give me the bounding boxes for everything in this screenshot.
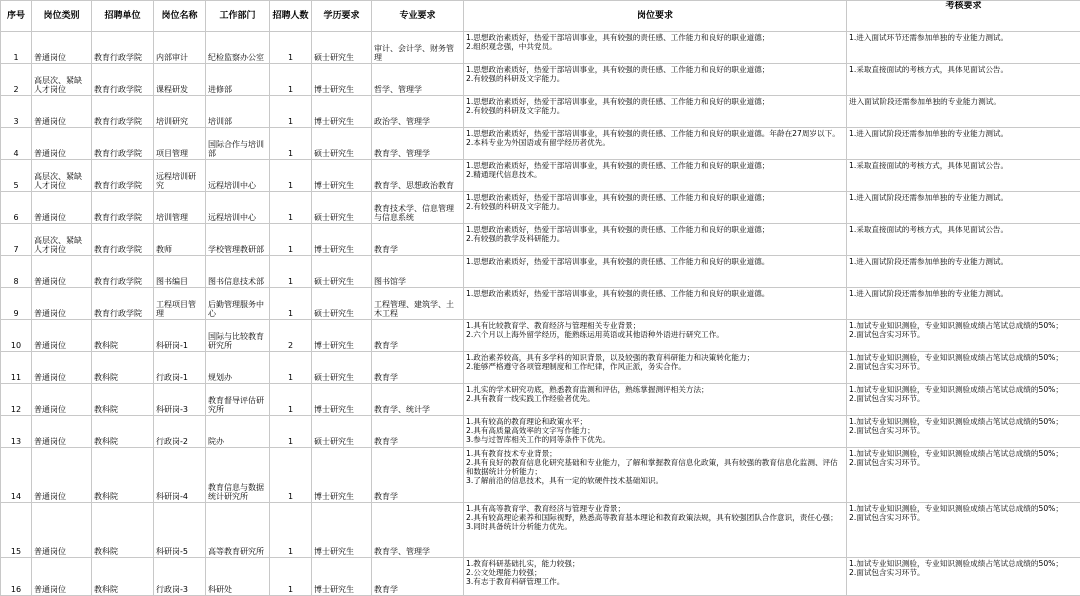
cell-edu: 博士研究生 bbox=[312, 224, 372, 256]
cell-req: 1.具有比较教育学、教育经济与管理相关专业背景； 2.六个月以上海外留学经历，能熟练运用英语或其他语种外语进行研究工作。 bbox=[464, 320, 847, 352]
cell-no: 16 bbox=[1, 558, 32, 596]
cell-unit: 教科院 bbox=[92, 320, 154, 352]
cell-unit: 教科院 bbox=[92, 448, 154, 503]
cell-dept: 国际与比较教育研究所 bbox=[206, 320, 270, 352]
cell-exam: 1.进入面试阶段还需参加单独的专业能力测试。 bbox=[847, 128, 1080, 160]
cell-num: 1 bbox=[270, 503, 312, 558]
table-row bbox=[1, 256, 1080, 288]
cell-major: 教育学、管理学 bbox=[372, 503, 464, 558]
cell-dept: 后勤管理服务中心 bbox=[206, 288, 270, 320]
cell-edu: 博士研究生 bbox=[312, 384, 372, 416]
cell-exam: 1.加试专业知识测验，专业知识测验成绩占笔试总成绩的50%； 2.面试包含实习环节。 bbox=[847, 416, 1080, 448]
cell-unit: 教育行政学院 bbox=[92, 288, 154, 320]
cell-dept: 规划办 bbox=[206, 352, 270, 384]
cell-cat: 普通岗位 bbox=[32, 32, 92, 64]
cell-unit: 教育行政学院 bbox=[92, 224, 154, 256]
header-cell: 考核要求 bbox=[847, 1, 1080, 32]
cell-dept: 院办 bbox=[206, 416, 270, 448]
cell-pos: 培训管理 bbox=[154, 192, 206, 224]
cell-pos: 行政岗-3 bbox=[154, 558, 206, 596]
cell-unit: 教育行政学院 bbox=[92, 64, 154, 96]
cell-cat: 高层次、紧缺人才岗位 bbox=[32, 160, 92, 192]
cell-exam: 1.加试专业知识测验，专业知识测验成绩占笔试总成绩的50%； 2.面试包含实习环节。 bbox=[847, 384, 1080, 416]
cell-no: 6 bbox=[1, 192, 32, 224]
cell-major: 政治学、管理学 bbox=[372, 96, 464, 128]
table-row bbox=[1, 384, 1080, 416]
table-row bbox=[1, 32, 1080, 64]
cell-req: 1.政治素养较高，具有多学科的知识背景，以及较强的教育科研能力和决策转化能力； 2.能够严格遵守各项管理制度和工作纪律，作风正派，务实合作。 bbox=[464, 352, 847, 384]
table-row bbox=[1, 224, 1080, 256]
cell-exam: 1.进入面试环节还需参加单独的专业能力测试。 bbox=[847, 32, 1080, 64]
cell-exam: 1.进入面试阶段还需参加单独的专业能力测试。 bbox=[847, 256, 1080, 288]
cell-major: 教育学 bbox=[372, 448, 464, 503]
cell-exam: 1.进入面试阶段还需参加单独的专业能力测试。 bbox=[847, 288, 1080, 320]
cell-num: 1 bbox=[270, 448, 312, 503]
cell-major: 审计、会计学、财务管理 bbox=[372, 32, 464, 64]
cell-edu: 硕士研究生 bbox=[312, 128, 372, 160]
cell-edu: 硕士研究生 bbox=[312, 256, 372, 288]
cell-req: 1.思想政治素质好，热爱干部培训事业，具有较强的责任感、工作能力和良好的职业道德。 bbox=[464, 256, 847, 288]
cell-major: 教育学 bbox=[372, 558, 464, 596]
cell-dept: 纪检监察办公室 bbox=[206, 32, 270, 64]
cell-req: 1.具有较高的教育理论和政策水平； 2.具有高质量高效率的文字写作能力； 3.参与过智库相关工作的同等条件下优先。 bbox=[464, 416, 847, 448]
cell-cat: 普通岗位 bbox=[32, 416, 92, 448]
cell-major: 教育学 bbox=[372, 224, 464, 256]
cell-cat: 高层次、紧缺人才岗位 bbox=[32, 64, 92, 96]
header-cell: 岗位要求 bbox=[464, 1, 847, 32]
cell-cat: 普通岗位 bbox=[32, 96, 92, 128]
cell-no: 4 bbox=[1, 128, 32, 160]
cell-cat: 高层次、紧缺人才岗位 bbox=[32, 224, 92, 256]
header-cell: 专业要求 bbox=[372, 1, 464, 32]
cell-exam: 1.加试专业知识测验，专业知识测验成绩占笔试总成绩的50%； 2.面试包含实习环节。 bbox=[847, 352, 1080, 384]
cell-unit: 教科院 bbox=[92, 416, 154, 448]
cell-cat: 普通岗位 bbox=[32, 256, 92, 288]
cell-edu: 博士研究生 bbox=[312, 503, 372, 558]
cell-edu: 博士研究生 bbox=[312, 448, 372, 503]
cell-num: 1 bbox=[270, 128, 312, 160]
cell-major: 教育学、思想政治教育 bbox=[372, 160, 464, 192]
cell-no: 2 bbox=[1, 64, 32, 96]
cell-dept: 进修部 bbox=[206, 64, 270, 96]
cell-no: 12 bbox=[1, 384, 32, 416]
cell-req: 1.具有教育技术专业背景； 2.具有良好的教育信息化研究基础和专业能力，了解和掌握教育信息化政策，具有较强的教育信息化监测、评估和数据统计分析能力； 3.了解前沿的信息技术，具有一定的软硬件技术基础知识。 bbox=[464, 448, 847, 503]
cell-num: 1 bbox=[270, 64, 312, 96]
cell-no: 1 bbox=[1, 32, 32, 64]
cell-pos: 行政岗-1 bbox=[154, 352, 206, 384]
cell-exam: 1.采取直接面试的考核方式，具体见面试公告。 bbox=[847, 160, 1080, 192]
cell-num: 1 bbox=[270, 96, 312, 128]
table-row bbox=[1, 288, 1080, 320]
cell-pos: 科研岗-4 bbox=[154, 448, 206, 503]
cell-edu: 硕士研究生 bbox=[312, 352, 372, 384]
cell-dept: 教育信息与数据统计研究所 bbox=[206, 448, 270, 503]
cell-cat: 普通岗位 bbox=[32, 352, 92, 384]
cell-exam: 1.采取直接面试的考核方式，具体见面试公告。 bbox=[847, 64, 1080, 96]
cell-req: 1.思想政治素质好，热爱干部培训事业，具有较强的责任感、工作能力和良好的职业道德。年龄在27周岁以下。 2.本科专业为外国语或有留学经历者优先。 bbox=[464, 128, 847, 160]
cell-req: 1.具有高等教育学、教育经济与管理专业背景； 2.具有较高理论素养和国际视野，熟悉高等教育基本理论和教育政策法规，具有较强团队合作意识，责任心强； 3.同时具备统计分析能力优先。 bbox=[464, 503, 847, 558]
cell-num: 1 bbox=[270, 224, 312, 256]
cell-req: 1.思想政治素质好，热爱干部培训事业，具有较强的责任感、工作能力和良好的职业道德； 2.有较强的科研及文字能力。 bbox=[464, 96, 847, 128]
cell-no: 10 bbox=[1, 320, 32, 352]
cell-major: 教育学、管理学 bbox=[372, 128, 464, 160]
cell-edu: 博士研究生 bbox=[312, 96, 372, 128]
cell-req: 1.思想政治素质好，热爱干部培训事业，具有较强的责任感、工作能力和良好的职业道德； 2.有较强的教学及科研能力。 bbox=[464, 224, 847, 256]
cell-no: 13 bbox=[1, 416, 32, 448]
cell-no: 14 bbox=[1, 448, 32, 503]
cell-pos: 图书编目 bbox=[154, 256, 206, 288]
cell-req: 1.思想政治素质好，热爱干部培训事业，具有较强的责任感、工作能力和良好的职业道德； 2.组织观念强，中共党员。 bbox=[464, 32, 847, 64]
cell-major: 教育学 bbox=[372, 416, 464, 448]
cell-num: 1 bbox=[270, 288, 312, 320]
cell-no: 3 bbox=[1, 96, 32, 128]
cell-req: 1.扎实的学术研究功底，熟悉教育监测和评估，熟练掌握测评相关方法； 2.具有教育一线实践工作经验者优先。 bbox=[464, 384, 847, 416]
cell-dept: 远程培训中心 bbox=[206, 160, 270, 192]
cell-dept: 科研处 bbox=[206, 558, 270, 596]
cell-no: 8 bbox=[1, 256, 32, 288]
cell-exam: 1.加试专业知识测验，专业知识测验成绩占笔试总成绩的50%； 2.面试包含实习环节。 bbox=[847, 320, 1080, 352]
table-row bbox=[1, 320, 1080, 352]
cell-unit: 教科院 bbox=[92, 503, 154, 558]
cell-major: 哲学、管理学 bbox=[372, 64, 464, 96]
cell-num: 1 bbox=[270, 192, 312, 224]
table-row bbox=[1, 192, 1080, 224]
cell-no: 7 bbox=[1, 224, 32, 256]
cell-major: 工程管理、建筑学、土木工程 bbox=[372, 288, 464, 320]
cell-num: 1 bbox=[270, 384, 312, 416]
cell-num: 1 bbox=[270, 352, 312, 384]
cell-pos: 内部审计 bbox=[154, 32, 206, 64]
cell-cat: 普通岗位 bbox=[32, 128, 92, 160]
cell-req: 1.思想政治素质好，热爱干部培训事业，具有较强的责任感、工作能力和良好的职业道德； 2.有较强的科研及文字能力。 bbox=[464, 192, 847, 224]
table-row bbox=[1, 128, 1080, 160]
cell-exam: 1.进入面试阶段还需参加单独的专业能力测试。 bbox=[847, 192, 1080, 224]
cell-dept: 远程培训中心 bbox=[206, 192, 270, 224]
cell-exam: 1.采取直接面试的考核方式，具体见面试公告。 bbox=[847, 224, 1080, 256]
cell-pos: 项目管理 bbox=[154, 128, 206, 160]
table-row bbox=[1, 558, 1080, 596]
cell-dept: 培训部 bbox=[206, 96, 270, 128]
cell-edu: 博士研究生 bbox=[312, 320, 372, 352]
cell-dept: 图书信息技术部 bbox=[206, 256, 270, 288]
cell-edu: 硕士研究生 bbox=[312, 192, 372, 224]
cell-dept: 高等教育研究所 bbox=[206, 503, 270, 558]
cell-num: 1 bbox=[270, 32, 312, 64]
cell-exam: 1.加试专业知识测验，专业知识测验成绩占笔试总成绩的50%； 2.面试包含实习环节。 bbox=[847, 503, 1080, 558]
cell-exam: 1.加试专业知识测验，专业知识测验成绩占笔试总成绩的50%； 2.面试包含实习环节。 bbox=[847, 558, 1080, 596]
cell-unit: 教科院 bbox=[92, 352, 154, 384]
cell-cat: 普通岗位 bbox=[32, 558, 92, 596]
cell-dept: 学校管理教研部 bbox=[206, 224, 270, 256]
cell-major: 教育学 bbox=[372, 320, 464, 352]
table-row bbox=[1, 416, 1080, 448]
cell-cat: 普通岗位 bbox=[32, 192, 92, 224]
header-cell: 学历要求 bbox=[312, 1, 372, 32]
cell-edu: 硕士研究生 bbox=[312, 416, 372, 448]
cell-pos: 科研岗-3 bbox=[154, 384, 206, 416]
cell-req: 1.思想政治素质好，热爱干部培训事业，具有较强的责任感、工作能力和良好的职业道德。 bbox=[464, 288, 847, 320]
table-row bbox=[1, 352, 1080, 384]
cell-pos: 科研岗-1 bbox=[154, 320, 206, 352]
cell-unit: 教育行政学院 bbox=[92, 256, 154, 288]
cell-edu: 博士研究生 bbox=[312, 558, 372, 596]
cell-exam: 进入面试阶段还需参加单独的专业能力测试。 bbox=[847, 96, 1080, 128]
header-cell: 招聘人数 bbox=[270, 1, 312, 32]
cell-pos: 课程研发 bbox=[154, 64, 206, 96]
header-cell: 岗位类别 bbox=[32, 1, 92, 32]
cell-pos: 培训研究 bbox=[154, 96, 206, 128]
cell-num: 1 bbox=[270, 160, 312, 192]
cell-unit: 教育行政学院 bbox=[92, 192, 154, 224]
cell-num: 2 bbox=[270, 320, 312, 352]
cell-no: 15 bbox=[1, 503, 32, 558]
cell-major: 教育技术学、信息管理与信息系统 bbox=[372, 192, 464, 224]
table-body bbox=[1, 32, 1080, 596]
cell-edu: 硕士研究生 bbox=[312, 32, 372, 64]
cell-unit: 教科院 bbox=[92, 558, 154, 596]
header-cell: 工作部门 bbox=[206, 1, 270, 32]
cell-major: 教育学、统计学 bbox=[372, 384, 464, 416]
header-cell: 招聘单位 bbox=[92, 1, 154, 32]
header-row bbox=[1, 1, 1080, 32]
cell-cat: 普通岗位 bbox=[32, 320, 92, 352]
cell-no: 11 bbox=[1, 352, 32, 384]
cell-req: 1.思想政治素质好，热爱干部培训事业，具有较强的责任感、工作能力和良好的职业道德； 2.有较强的科研及文字能力。 bbox=[464, 64, 847, 96]
cell-no: 5 bbox=[1, 160, 32, 192]
cell-major: 教育学 bbox=[372, 352, 464, 384]
cell-pos: 远程培训研究 bbox=[154, 160, 206, 192]
cell-cat: 普通岗位 bbox=[32, 384, 92, 416]
table-row bbox=[1, 448, 1080, 503]
cell-pos: 工程项目管理 bbox=[154, 288, 206, 320]
cell-edu: 硕士研究生 bbox=[312, 288, 372, 320]
cell-num: 1 bbox=[270, 416, 312, 448]
cell-unit: 教科院 bbox=[92, 384, 154, 416]
cell-unit: 教育行政学院 bbox=[92, 32, 154, 64]
table-row bbox=[1, 96, 1080, 128]
table-row bbox=[1, 503, 1080, 558]
cell-dept: 国际合作与培训部 bbox=[206, 128, 270, 160]
cell-req: 1.教育科研基础扎实，能力较强； 2.公文处理能力较强； 3.有志于教育科研管理工作。 bbox=[464, 558, 847, 596]
cell-cat: 普通岗位 bbox=[32, 503, 92, 558]
cell-edu: 博士研究生 bbox=[312, 64, 372, 96]
cell-cat: 普通岗位 bbox=[32, 448, 92, 503]
cell-exam: 1.加试专业知识测验，专业知识测验成绩占笔试总成绩的50%； 2.面试包含实习环节。 bbox=[847, 448, 1080, 503]
cell-cat: 普通岗位 bbox=[32, 288, 92, 320]
cell-no: 9 bbox=[1, 288, 32, 320]
cell-num: 1 bbox=[270, 256, 312, 288]
cell-pos: 科研岗-5 bbox=[154, 503, 206, 558]
cell-major: 图书馆学 bbox=[372, 256, 464, 288]
cell-dept: 教育督导评估研究所 bbox=[206, 384, 270, 416]
cell-num: 1 bbox=[270, 558, 312, 596]
table-row bbox=[1, 64, 1080, 96]
cell-edu: 博士研究生 bbox=[312, 160, 372, 192]
cell-pos: 教师 bbox=[154, 224, 206, 256]
header-cell: 岗位名称 bbox=[154, 1, 206, 32]
cell-unit: 教育行政学院 bbox=[92, 160, 154, 192]
cell-unit: 教育行政学院 bbox=[92, 96, 154, 128]
table-row bbox=[1, 160, 1080, 192]
cell-req: 1.思想政治素质好，热爱干部培训事业，具有较强的责任感、工作能力和良好的职业道德； 2.精通现代信息技术。 bbox=[464, 160, 847, 192]
cell-pos: 行政岗-2 bbox=[154, 416, 206, 448]
cell-unit: 教育行政学院 bbox=[92, 128, 154, 160]
header-cell: 序号 bbox=[1, 1, 32, 32]
